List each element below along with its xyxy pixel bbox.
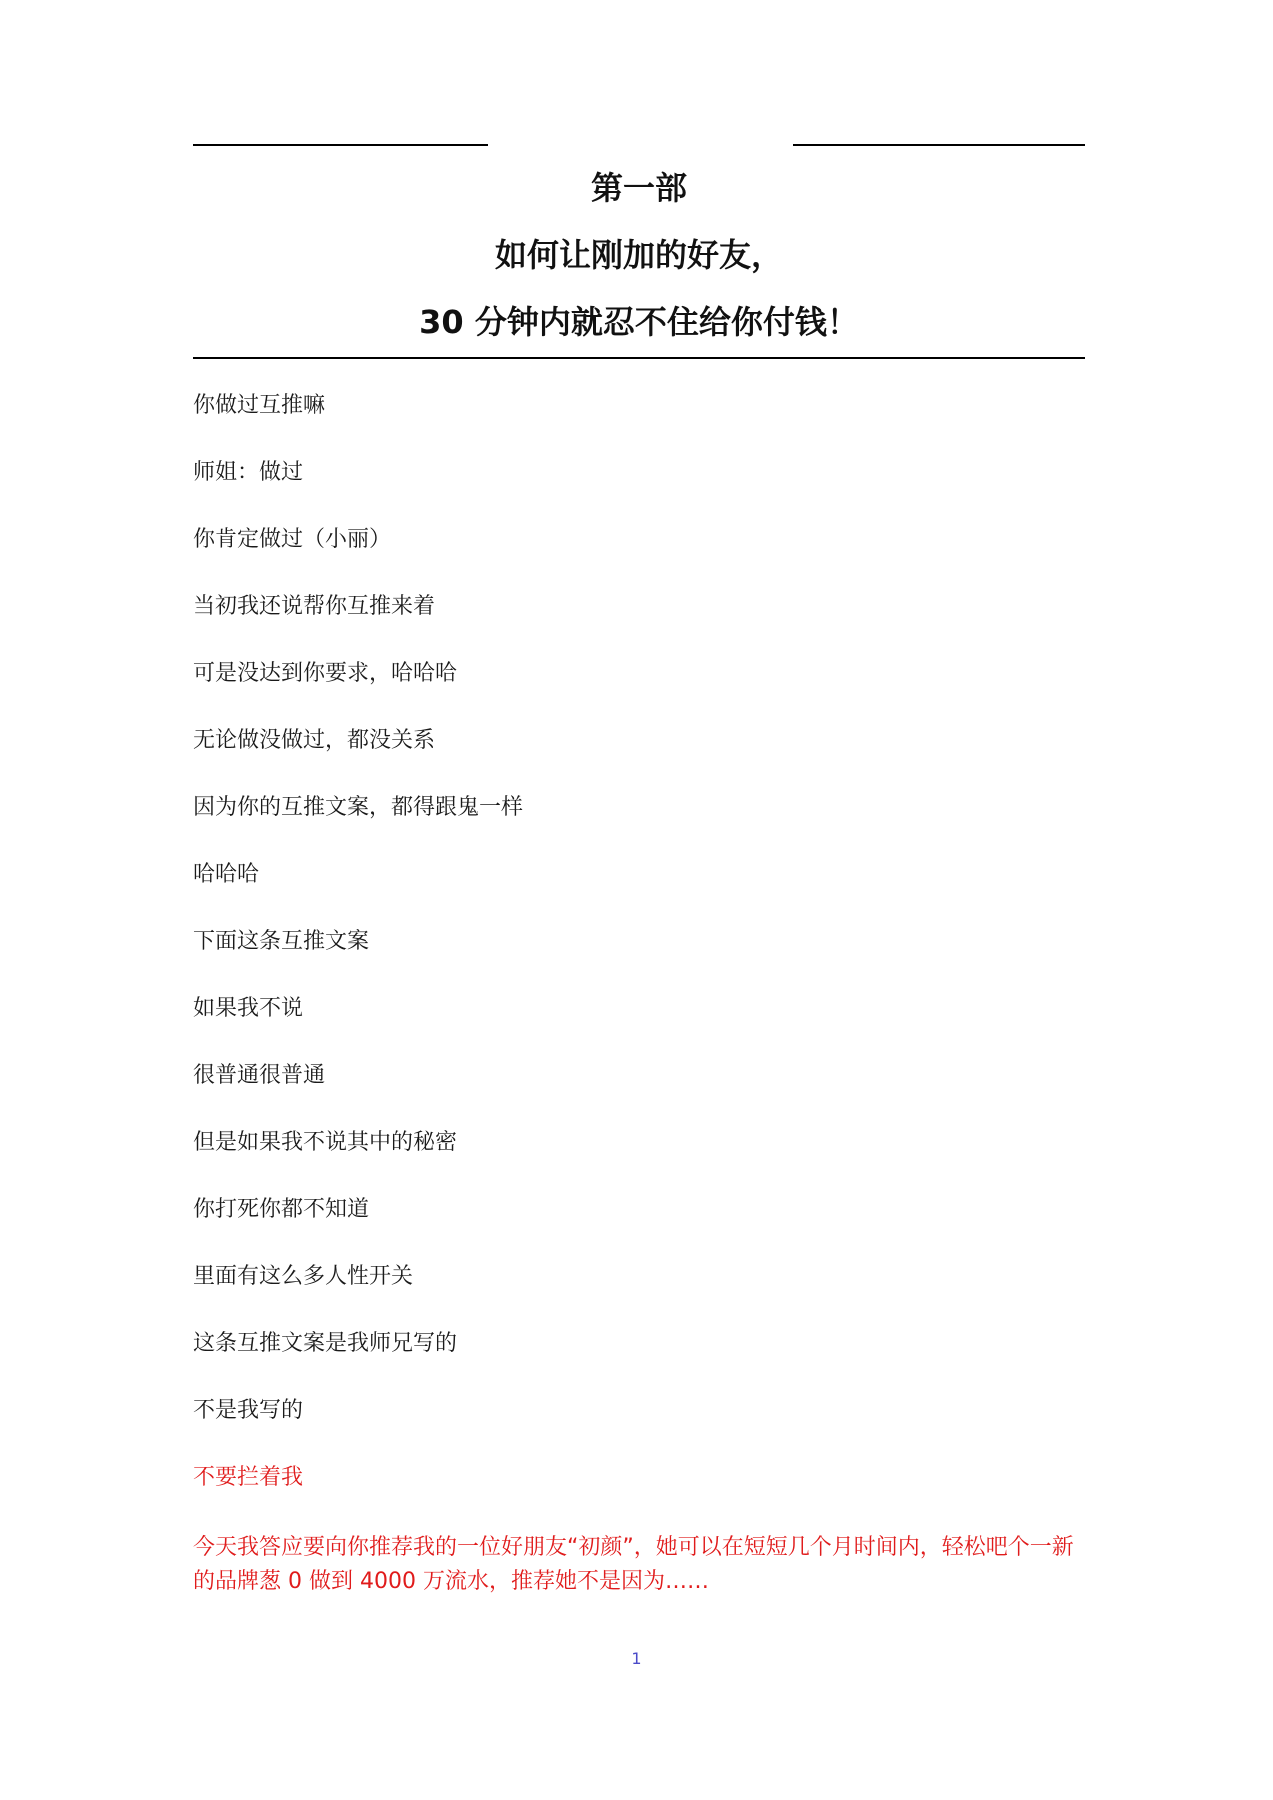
text-line: 不是我写的: [193, 1398, 304, 1423]
page-number: 1: [631, 1649, 642, 1668]
text-line: 很普通很普通: [193, 1063, 326, 1088]
text-line: 你打死你都不知道: [193, 1197, 370, 1222]
text-line: 可是没达到你要求，哈哈哈: [193, 661, 458, 686]
chapter-title: 第一部: [590, 169, 687, 207]
text-line: 但是如果我不说其中的秘密: [193, 1130, 458, 1155]
text-line: 里面有这么多人性开关: [193, 1264, 414, 1289]
chapter-subtitle-line-1: 如何让刚加的好友，: [494, 236, 783, 274]
highlighted-paragraph: 今天我答应要向你推荐我的一位好朋友“初颜”，她可以在短短几个月时间内，轻松吧个一新的品牌葱 0 做到 4000 万流水，推荐她不是因为……: [193, 1535, 1074, 1594]
text-line: 哈哈哈: [193, 862, 260, 887]
top-left-rule: [193, 144, 488, 146]
text-line: 因为你的互推文案，都得跟鬼一样: [193, 795, 524, 820]
text-line: 师姐：做过: [193, 460, 304, 485]
heading-bottom-rule: [193, 357, 1085, 359]
text-line: 下面这条互推文案: [193, 929, 370, 954]
dialogue-lines: [193, 391, 1085, 1530]
text-line: 无论做没做过，都没关系: [193, 728, 436, 753]
text-line: 这条互推文案是我师兄写的: [193, 1331, 458, 1356]
highlighted-text-line: 不要拦着我: [193, 1465, 304, 1490]
text-line: 你做过互推嘛: [193, 393, 326, 418]
text-line: 当初我还说帮你互推来着: [193, 594, 436, 619]
text-line: 如果我不说: [193, 996, 304, 1021]
chapter-subtitle-line-2: 30 分钟内就忍不住给你付钱！: [419, 303, 859, 341]
text-line: 你肯定做过（小丽）: [193, 527, 392, 552]
top-right-rule: [793, 144, 1085, 146]
